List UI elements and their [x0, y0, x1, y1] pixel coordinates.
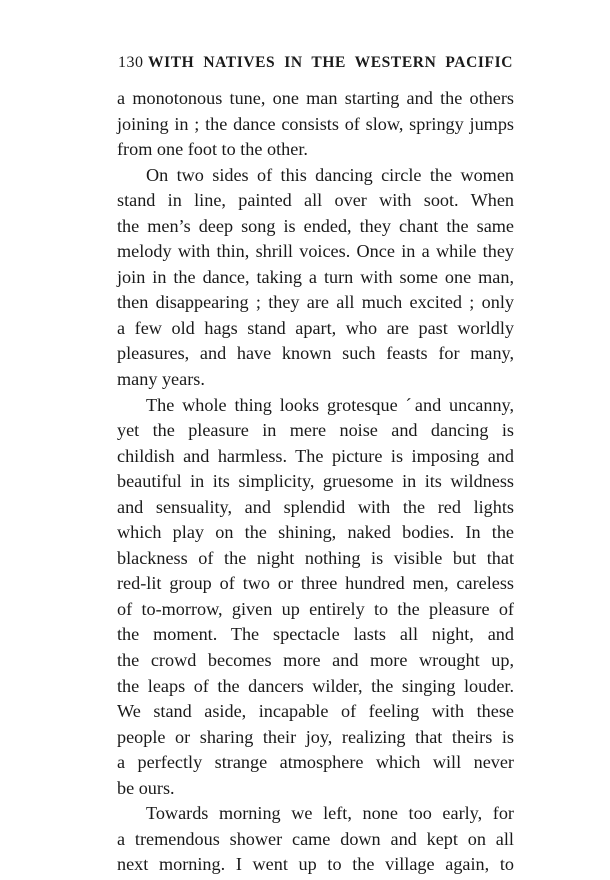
text-line: then disappearing ; they are all much excited ; only [117, 292, 514, 313]
running-head [118, 52, 513, 74]
text-line: many years. [117, 369, 205, 390]
text-line: the leaps of the dancers wilder, the singing louder. [117, 675, 514, 696]
paragraph [117, 393, 514, 802]
text-line: a few old hags stand apart, who are past worldly [117, 317, 514, 338]
paragraph [117, 801, 514, 878]
text-line: the crowd becomes more and more wrought up, [117, 650, 514, 671]
running-head-title: WITH NATIVES IN THE WESTERN PACIFIC [148, 54, 513, 71]
text-line: blackness of the night nothing is visible but that [117, 547, 514, 568]
text-line: stand in line, painted all over with soot. When [117, 190, 514, 211]
text-line: from one foot to the other. [117, 139, 308, 160]
text-line: be ours. [117, 777, 175, 798]
text-line: people or sharing their joy, realizing that theirs is [117, 726, 514, 747]
text-line: red-lit group of two or three hundred men, careless [117, 573, 514, 594]
text-line: next morning. I went up to the village again, to [117, 854, 514, 875]
paragraph [117, 86, 514, 163]
paragraph [117, 163, 514, 393]
text-line: which play on the shining, naked bodies. In the [117, 522, 514, 543]
text-line: Towards morning we left, none too early, for [146, 803, 514, 824]
text-line: On two sides of this dancing circle the women [146, 164, 514, 185]
text-line: We stand aside, incapable of feeling with these [117, 701, 514, 722]
text-line: beautiful in its simplicity, gruesome in its wildness [117, 471, 514, 492]
text-line: the moment. The spectacle lasts all night, and [117, 624, 514, 645]
page-number: 130 [118, 54, 144, 71]
text-line: and sensuality, and splendid with the red lights [117, 496, 514, 517]
text-line: The whole thing looks grotesque ˊand uncanny, [146, 394, 514, 415]
text-line: join in the dance, taking a turn with some one man, [117, 266, 514, 287]
text-line: a monotonous tune, one man starting and the others [117, 88, 514, 108]
text-line: a perfectly strange atmosphere which will never [117, 752, 514, 773]
text-line: pleasures, and have known such feasts for many, [117, 343, 514, 364]
text-line: joining in ; the dance consists of slow, springy jumps [117, 113, 514, 134]
text-line: childish and harmless. The picture is imposing and [117, 445, 514, 466]
text-line: yet the pleasure in mere noise and dancing is [117, 420, 514, 441]
body-text [117, 86, 514, 878]
text-line: the men’s deep song is ended, they chant the same [117, 215, 514, 236]
text-line: of to-morrow, given up entirely to the pleasure of [117, 598, 514, 619]
text-line: a tremendous shower came down and kept on all [117, 828, 514, 849]
text-line: melody with thin, shrill voices. Once in a while they [117, 241, 514, 262]
